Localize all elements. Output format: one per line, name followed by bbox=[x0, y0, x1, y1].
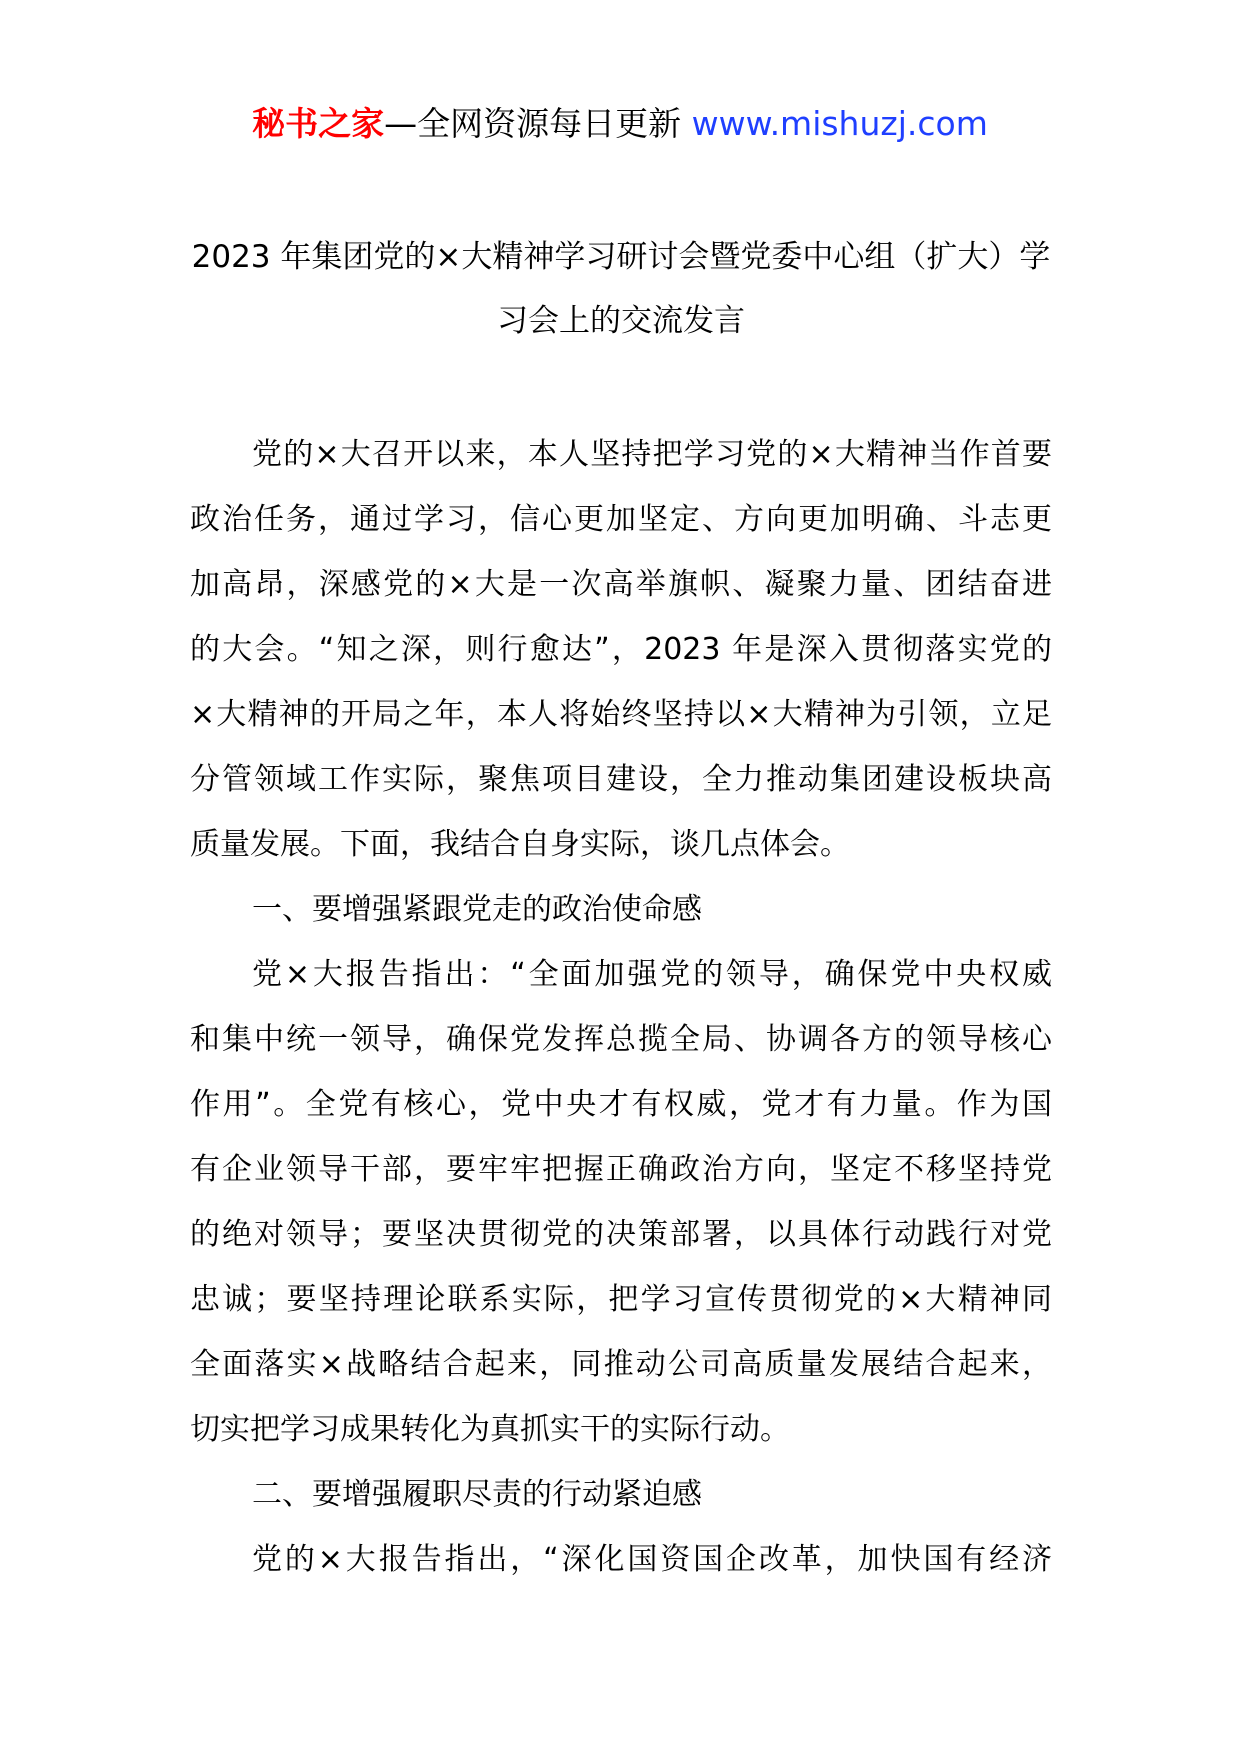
body-line: 全面落实×战略结合起来，同推动公司高质量发展结合起来， bbox=[190, 1347, 1052, 1382]
body-line: 加高昂，深感党的×大是一次高举旗帜、凝聚力量、团结奋进 bbox=[190, 567, 1052, 602]
title-line: 习会上的交流发言 bbox=[497, 303, 745, 339]
section-heading: 二、要增强履职尽责的行动紧迫感 bbox=[252, 1477, 702, 1512]
body-line: 忠诚；要坚持理论联系实际，把学习宣传贯彻党的×大精神同 bbox=[190, 1282, 1052, 1317]
section-heading: 一、要增强紧跟党走的政治使命感 bbox=[252, 892, 702, 927]
body-line: ×大精神的开局之年，本人将始终坚持以×大精神为引领，立足 bbox=[190, 697, 1052, 732]
body-line: 政治任务，通过学习，信心更加坚定、方向更加明确、斗志更 bbox=[190, 502, 1052, 537]
document-body bbox=[190, 422, 1052, 1592]
body-line: 切实把学习成果转化为真抓实干的实际行动。 bbox=[190, 1412, 790, 1447]
body-line: 作用”。全党有核心，党中央才有权威，党才有力量。作为国 bbox=[190, 1087, 1052, 1122]
body-line: 党的×大召开以来，本人坚持把学习党的×大精神当作首要 bbox=[252, 437, 1052, 472]
body-line: 质量发展。下面，我结合自身实际，谈几点体会。 bbox=[190, 827, 850, 862]
site-url-link[interactable]: www.mishuzj.com bbox=[691, 104, 988, 143]
body-line: 的绝对领导；要坚决贯彻党的决策部署，以具体行动践行对党 bbox=[190, 1217, 1052, 1252]
body-line: 有企业领导干部，要牢牢把握正确政治方向，坚定不移坚持党 bbox=[190, 1152, 1052, 1187]
site-brand: 秘书之家 bbox=[252, 104, 385, 143]
body-line: 分管领域工作实际，聚焦项目建设，全力推动集团建设板块高 bbox=[190, 762, 1052, 797]
body-line: 的大会。“知之深，则行愈达”，2023 年是深入贯彻落实党的 bbox=[190, 632, 1052, 667]
site-tagline: —全网资源每日更新 bbox=[384, 104, 682, 143]
site-header bbox=[0, 96, 1240, 152]
document-title bbox=[190, 225, 1052, 353]
body-line: 党的×大报告指出，“深化国资国企改革，加快国有经济 bbox=[252, 1542, 1052, 1577]
body-line: 党×大报告指出：“全面加强党的领导，确保党中央权威 bbox=[252, 957, 1052, 992]
title-line: 2023 年集团党的×大精神学习研讨会暨党委中心组（扩大）学 bbox=[191, 239, 1051, 275]
body-line: 和集中统一领导，确保党发挥总揽全局、协调各方的领导核心 bbox=[190, 1022, 1052, 1057]
